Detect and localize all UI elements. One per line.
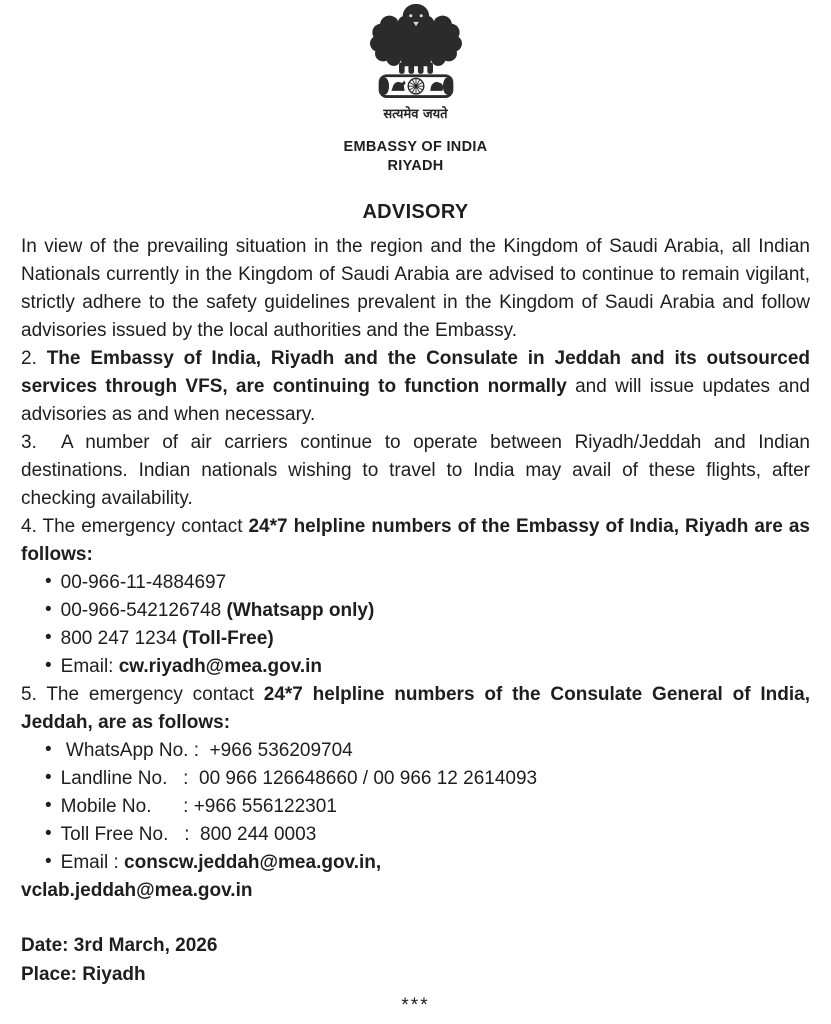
- contact-item-text: [61, 824, 317, 845]
- contact-item-text: [61, 852, 382, 873]
- advisory-title: ADVISORY: [362, 201, 469, 223]
- text-segment: Mobile No. : +966 556122301: [60, 796, 337, 817]
- text-segment: 00-966-542126748: [60, 600, 227, 621]
- jeddah-helpline-item: [45, 849, 810, 877]
- bullet-marker: •: [45, 851, 52, 872]
- document-footer: [21, 931, 810, 1020]
- text-segment: WhatsApp No. : +966 536209704: [60, 740, 353, 761]
- text-segment: 3. A number of air carriers continue to operate between Riyadh/Jeddah and Indian destinations. Indian nationals wishing to travel to India may avail of these flights, after checking availability.: [21, 432, 816, 509]
- text-segment: Email:: [60, 656, 119, 677]
- bold-text-segment: The Embassy of India, Riyadh and the Consulate in Jeddah and its outsourced services through VFS, are continuing to function normally: [21, 348, 816, 397]
- jeddah-helpline-item: [45, 737, 810, 765]
- text-segment: 2.: [21, 348, 47, 369]
- contact-item-text: [61, 740, 353, 761]
- contact-item-text: [61, 656, 322, 677]
- paragraph-4: [21, 513, 816, 569]
- text-segment: 800 247 1234: [60, 628, 183, 649]
- jeddah-email-continuation: [21, 877, 810, 905]
- bold-text-segment: cw.riyadh@mea.gov.in: [118, 656, 323, 677]
- jeddah-helpline-item: [45, 765, 810, 793]
- paragraph-1: [21, 233, 816, 345]
- text-segment: 4. The emergency contact: [21, 516, 249, 537]
- riyadh-helpline-item: [45, 597, 810, 625]
- contact-item-text: [61, 600, 375, 621]
- contact-item-text: [61, 572, 227, 593]
- bullet-marker: •: [45, 795, 52, 816]
- riyadh-helpline-item: [45, 625, 810, 653]
- text-segment: In view of the prevailing situation in the region and the Kingdom of Saudi Arabia, all Indian Nationals currently in the Kingdom of Saudi Arabia are advised to continue to remain vigilant, strictly adhere to the safety guidelines prevalent in the Kingdom of Saudi Arabia and follow advisories issued by the local authorities and the Embassy.: [21, 236, 816, 341]
- jeddah-helpline-item: [45, 793, 810, 821]
- bold-text-segment: 24*7 helpline numbers of the Consulate General of India, Jeddah, are as follows:: [21, 684, 816, 733]
- bold-text-segment: (Toll-Free): [182, 628, 274, 649]
- text-segment: Toll Free No. : 800 244 0003: [60, 824, 317, 845]
- bullet-marker: •: [45, 739, 52, 760]
- bold-text-segment: conscw.jeddah@mea.gov.in,: [124, 852, 382, 873]
- text-segment: 5. The emergency contact: [21, 684, 264, 705]
- contact-item-text: [61, 768, 537, 789]
- org-name: EMBASSY OF INDIA: [343, 139, 488, 155]
- jeddah-helpline-item: [45, 821, 810, 849]
- text-segment: 00-966-11-4884697: [60, 572, 227, 593]
- bullet-marker: •: [45, 655, 52, 676]
- riyadh-helpline-list: [21, 569, 810, 681]
- paragraph-3: [21, 429, 816, 513]
- org-city: RIYADH: [387, 158, 444, 174]
- bullet-marker: •: [45, 823, 52, 844]
- bold-text-segment: 24*7 helpline numbers of the Embassy of India, Riyadh are as follows:: [21, 516, 816, 565]
- bullet-marker: •: [45, 627, 52, 648]
- advisory-body: [21, 233, 816, 905]
- date-line: Date: 3rd March, 2026: [21, 935, 218, 956]
- bullet-marker: •: [45, 599, 52, 620]
- contact-item-text: [61, 628, 274, 649]
- place-line: Place: Riyadh: [21, 964, 146, 985]
- bold-text-segment: vclab.jeddah@mea.gov.in: [21, 880, 253, 901]
- contact-item-text: [61, 796, 337, 817]
- paragraph-2: [21, 345, 816, 429]
- paragraph-5: [21, 681, 816, 737]
- emblem-of-india-icon: [21, 2, 810, 106]
- bold-text-segment: (Whatsapp only): [226, 600, 375, 621]
- bullet-marker: •: [45, 767, 52, 788]
- bullet-marker: •: [45, 571, 52, 592]
- jeddah-helpline-list: [21, 737, 810, 877]
- riyadh-helpline-item: [45, 653, 810, 681]
- text-segment: and will issue updates and advisories as and when necessary.: [21, 376, 816, 425]
- letterhead: [21, 0, 810, 176]
- text-segment: Landline No. : 00 966 126648660 / 00 966 12 2614093: [60, 768, 538, 789]
- text-segment: Email :: [60, 852, 125, 873]
- motto-satyameva-jayate: सत्यमेव जयते: [383, 107, 448, 122]
- end-marker: ***: [401, 995, 430, 1016]
- riyadh-helpline-item: [45, 569, 810, 597]
